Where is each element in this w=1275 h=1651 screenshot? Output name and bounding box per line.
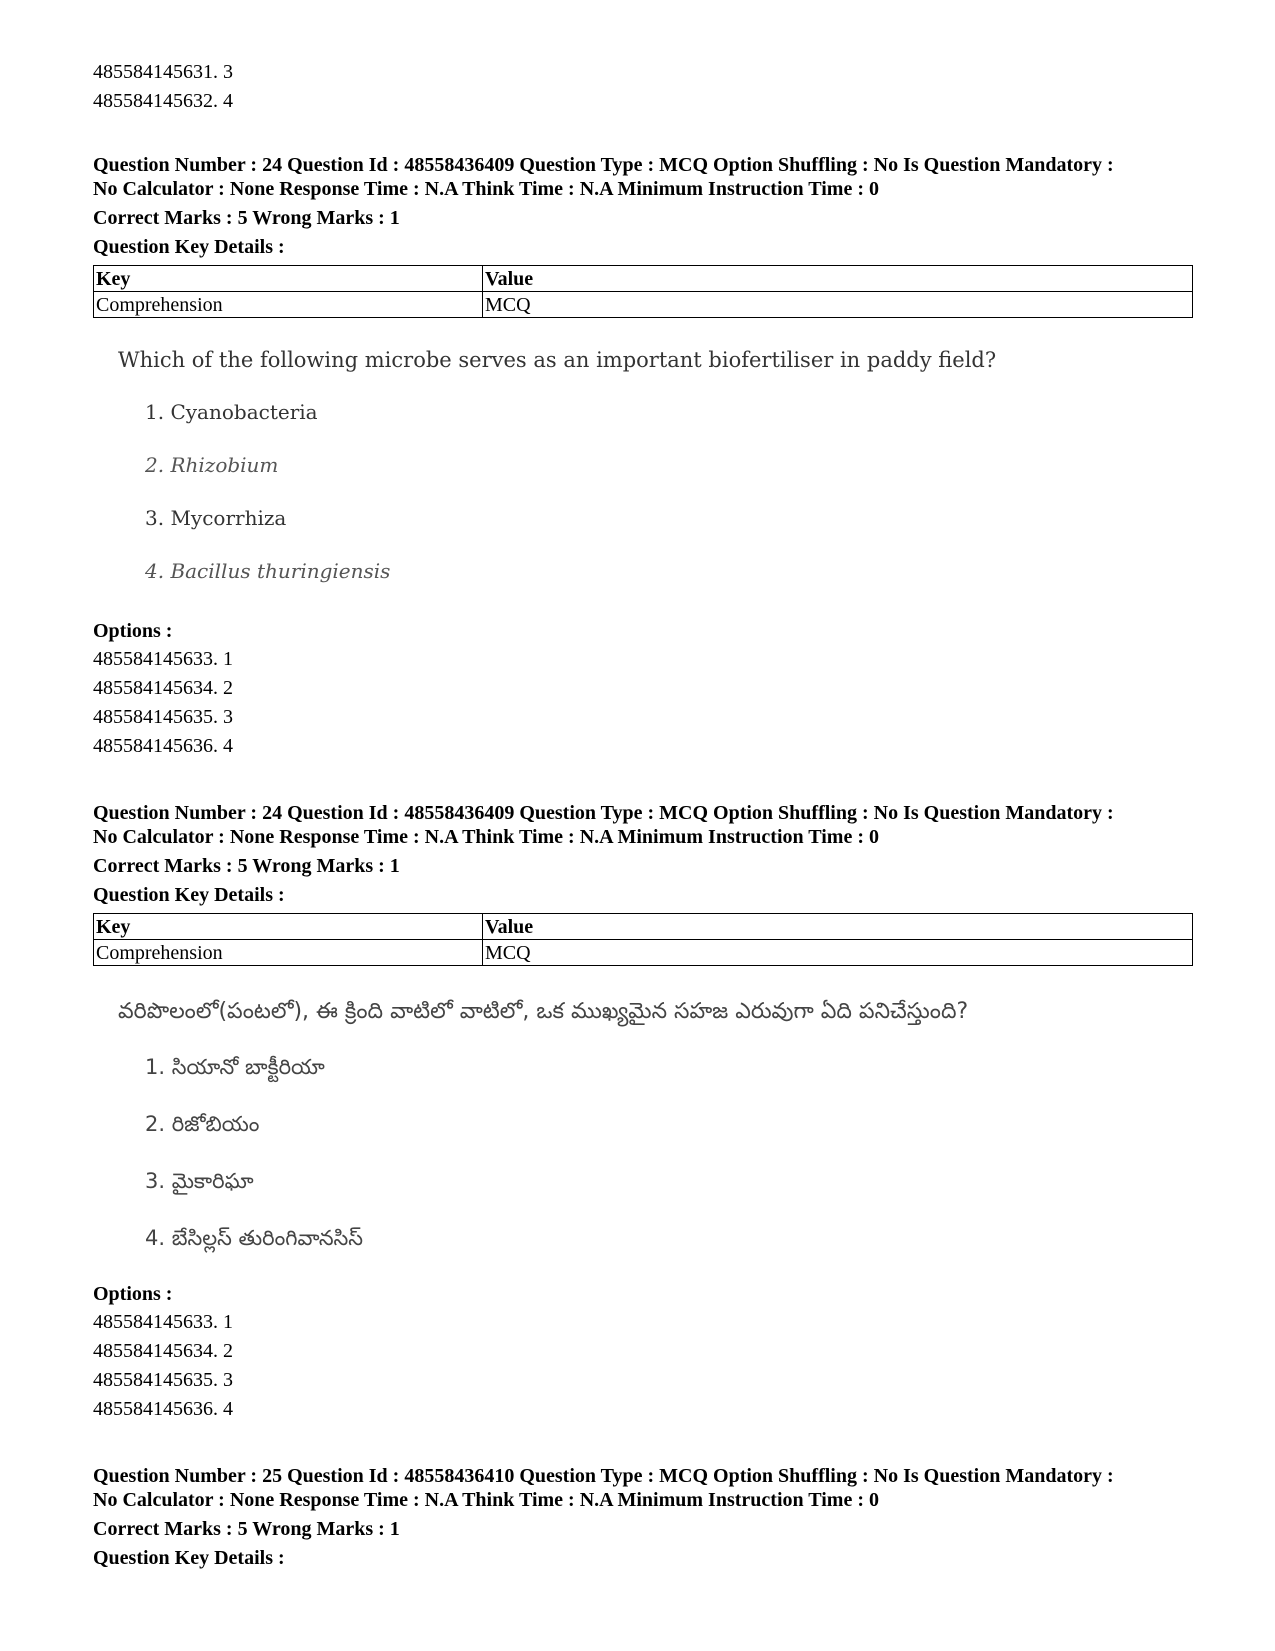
option-line: 485584145635. 3 [93, 1369, 233, 1391]
table-row [94, 940, 1193, 966]
choice-item: 2. రిజోబియం [145, 1112, 260, 1136]
question-meta-line1: Question Number : 25 Question Id : 48558436410 Question Type : MCQ Option Shuffling : No Is Question Mandatory : [93, 1465, 1114, 1487]
table-header-key: Key [94, 266, 483, 292]
options-label: Options : [93, 620, 173, 642]
question-text: వరిపొలంలో(పంటలో), ఈ క్రింది వాటిలో వాటిలో, ఒక ముఖ్యమైన సహజ ఎరువుగా ఏది పనిచేస్తుంది? [118, 999, 969, 1024]
option-line: 485584145633. 1 [93, 648, 233, 670]
question-meta-line1: Question Number : 24 Question Id : 48558436409 Question Type : MCQ Option Shuffling : No Is Question Mandatory : [93, 802, 1114, 824]
table-header-value: Value [483, 266, 1193, 292]
choice-item: 1. సియానో బాక్టీరియా [145, 1055, 325, 1079]
question-meta-line2: No Calculator : None Response Time : N.A Think Time : N.A Minimum Instruction Time : 0 [93, 826, 879, 848]
question-meta-line2: No Calculator : None Response Time : N.A Think Time : N.A Minimum Instruction Time : 0 [93, 178, 879, 200]
option-line: 485584145635. 3 [93, 706, 233, 728]
option-line: 485584145631. 3 [93, 61, 233, 83]
table-cell-key: Comprehension [94, 940, 483, 966]
table-header-key: Key [94, 914, 483, 940]
key-details-label: Question Key Details : [93, 236, 285, 258]
key-details-label: Question Key Details : [93, 1547, 285, 1569]
table-header-value: Value [483, 914, 1193, 940]
marks-line: Correct Marks : 5 Wrong Marks : 1 [93, 855, 400, 877]
key-details-label: Question Key Details : [93, 884, 285, 906]
option-line: 485584145633. 1 [93, 1311, 233, 1333]
question-meta-line1: Question Number : 24 Question Id : 48558436409 Question Type : MCQ Option Shuffling : No Is Question Mandatory : [93, 154, 1114, 176]
options-label: Options : [93, 1283, 173, 1305]
table-row [94, 914, 1193, 940]
question-meta-line2: No Calculator : None Response Time : N.A Think Time : N.A Minimum Instruction Time : 0 [93, 1489, 879, 1511]
choice-item: 2. Rhizobium [145, 453, 279, 477]
table-cell-value: MCQ [483, 940, 1193, 966]
option-line: 485584145636. 4 [93, 735, 233, 757]
choice-item: 3. మైకారిఘా [145, 1169, 254, 1193]
option-line: 485584145632. 4 [93, 90, 233, 112]
option-line: 485584145634. 2 [93, 1340, 233, 1362]
choice-item: 4. Bacillus thuringiensis [145, 559, 391, 583]
question-image [118, 345, 997, 595]
marks-line: Correct Marks : 5 Wrong Marks : 1 [93, 1518, 400, 1540]
marks-line: Correct Marks : 5 Wrong Marks : 1 [93, 207, 400, 229]
choice-item: 1. Cyanobacteria [145, 400, 318, 424]
choice-item: 4. బేసిల్లస్ తురింగివానసిస్ [145, 1226, 364, 1250]
question-image [118, 997, 1138, 1262]
choice-item: 3. Mycorrhiza [145, 506, 287, 530]
option-line: 485584145636. 4 [93, 1398, 233, 1420]
key-details-table [93, 913, 1193, 966]
table-row [94, 292, 1193, 318]
question-text: Which of the following microbe serves as an important biofertiliser in paddy field? [118, 348, 997, 372]
table-cell-value: MCQ [483, 292, 1193, 318]
option-line: 485584145634. 2 [93, 677, 233, 699]
table-cell-key: Comprehension [94, 292, 483, 318]
table-row [94, 266, 1193, 292]
key-details-table [93, 265, 1193, 318]
